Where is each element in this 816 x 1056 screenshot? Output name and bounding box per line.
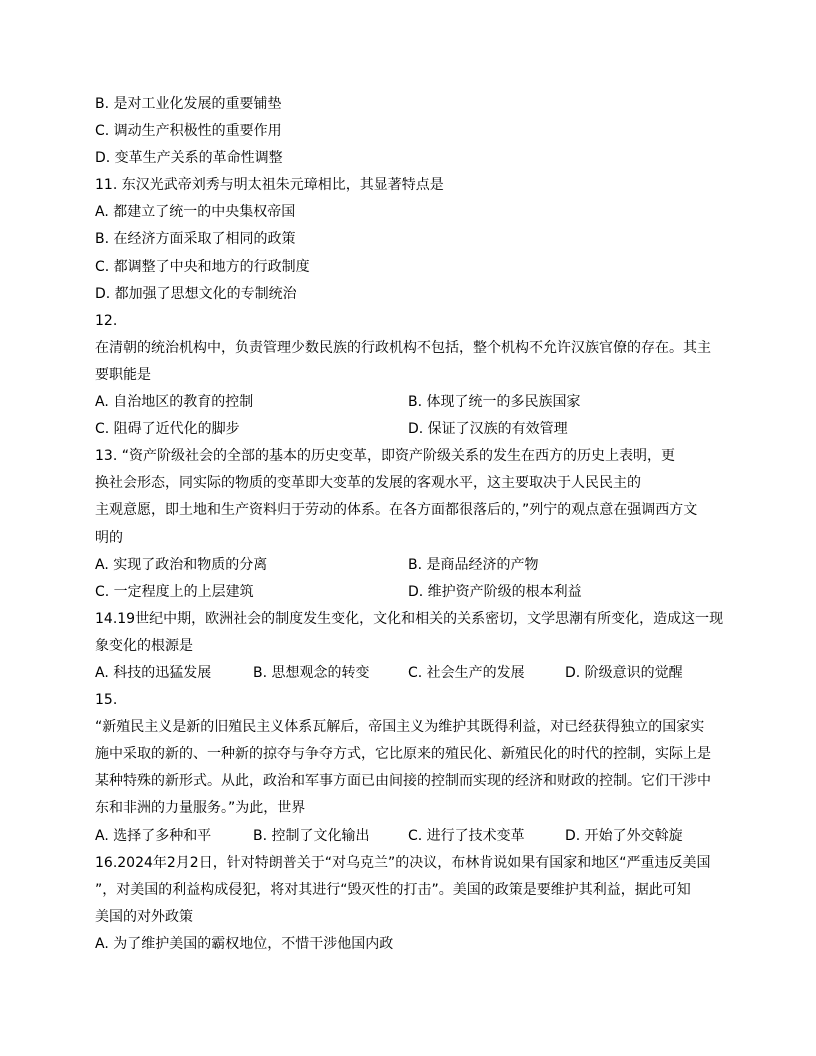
q13-options-row — [95, 552, 735, 579]
q10-option-b: B. 是对工业化发展的重要铺垫 — [95, 96, 282, 112]
q14-option-c: C. 社会生产的发展 — [408, 664, 525, 681]
q12-option-d: D. 保证了汉族的有效管理 — [408, 421, 568, 438]
q15-option-d: D. 开始了外交斡旋 — [565, 827, 683, 844]
q10-option-d: D. 变革生产关系的革命性调整 — [95, 150, 283, 167]
q16-stem-line: 16.2024年2月2日，针对特朗普关于“对乌克兰”的决议，布林肯说如果有国家和地区“严重违反美国 — [95, 854, 711, 871]
q15-option-a: A. 选择了多种和平 — [95, 827, 212, 844]
q16-stem-line: 美国的对外政策 — [95, 908, 193, 925]
q13-option-b: B. 是商品经济的产物 — [408, 556, 539, 573]
q14-options-row — [95, 660, 735, 687]
q14-option-a: A. 科技的迅猛发展 — [95, 664, 212, 681]
q13-stem-line: 换社会形态，同实际的物质的变革即大变革的发展的客观水平，这主要取决于人民民主的 — [95, 475, 641, 492]
q13-option-c: C. 一定程度上的上层建筑 — [95, 583, 254, 600]
q15-stem-line: 施中采取的新的、一种新的掠夺与争夺方式，它比原来的殖民化、新殖民化的时代的控制，实际上是 — [95, 746, 711, 763]
q12-option-c: C. 阻碍了近代化的脚步 — [95, 421, 240, 438]
q15-stem-line: 东和非洲的力量服务。”为此，世界 — [95, 800, 306, 817]
q12-option-a: A. 自治地区的教育的控制 — [95, 394, 254, 411]
q15-option-c: C. 进行了技术变革 — [408, 827, 525, 844]
q11-option-a: A. 都建立了统一的中央集权帝国 — [95, 204, 296, 221]
q14-option-b: B. 思想观念的转变 — [253, 664, 370, 681]
q11-stem: 11. 东汉光武帝刘秀与明太祖朱元璋相比，其显著特点是 — [95, 177, 444, 194]
q13-stem-line: 明的 — [95, 529, 123, 546]
q15-stem-line: 某种特殊的新形式。从此，政治和军事方面已由间接的控制而实现的经济和财政的控制。它们干涉中 — [95, 773, 711, 790]
q13-options-row — [95, 579, 735, 606]
exam-page — [95, 91, 735, 958]
q11-option-b: B. 在经济方面采取了相同的政策 — [95, 231, 296, 248]
q13-stem-line: 主观意愿，即土地和生产资料归于劳动的体系。在各方面都很落后的，”列宁的观点意在强调西方文 — [95, 502, 698, 519]
q11-option-c: C. 都调整了中央和地方的行政制度 — [95, 258, 310, 275]
q15-options-row — [95, 823, 735, 850]
q16-option-a: A. 为了维护美国的霸权地位，不惜干涉他国内政 — [95, 935, 394, 952]
q12-options-row — [95, 389, 735, 416]
q10-option-c: C. 调动生产积极性的重要作用 — [95, 123, 282, 140]
q13-option-a: A. 实现了政治和物质的分离 — [95, 556, 268, 573]
q16-stem-line: ”，对美国的利益构成侵犯，将对其进行“毁灭性的打击”。美国的政策是要维护其利益，据此可知 — [95, 881, 691, 898]
q15-option-b: B. 控制了文化输出 — [253, 827, 370, 844]
q15-number: 15. — [95, 692, 118, 709]
q13-option-d: D. 维护资产阶级的根本利益 — [408, 583, 582, 600]
q12-number: 12. — [95, 312, 118, 329]
q12-stem-line: 要职能是 — [95, 366, 151, 383]
q15-stem-line: “新殖民主义是新的旧殖民主义体系瓦解后，帝国主义为维护其既得利益，对已经获得独立的国家实 — [95, 719, 705, 736]
q14-stem-line: 象变化的根源是 — [95, 637, 193, 654]
q12-stem-line: 在清朝的统治机构中，负责管理少数民族的行政机构不包括，整个机构不允许汉族官僚的存在。其主 — [95, 339, 711, 356]
q13-stem-line: 13. “资产阶级社会的全部的基本的历史变革，即资产阶级关系的发生在西方的历史上表明，更 — [95, 448, 675, 465]
q11-option-d: D. 都加强了思想文化的专制统治 — [95, 285, 297, 302]
q12-option-b: B. 体现了统一的多民族国家 — [408, 394, 581, 411]
q14-option-d: D. 阶级意识的觉醒 — [565, 664, 683, 681]
q14-stem-line: 14.19世纪中期，欧洲社会的制度发生变化，文化和相关的关系密切，文学思潮有所变化，造成这一现 — [95, 610, 724, 627]
q12-options-row — [95, 416, 735, 443]
